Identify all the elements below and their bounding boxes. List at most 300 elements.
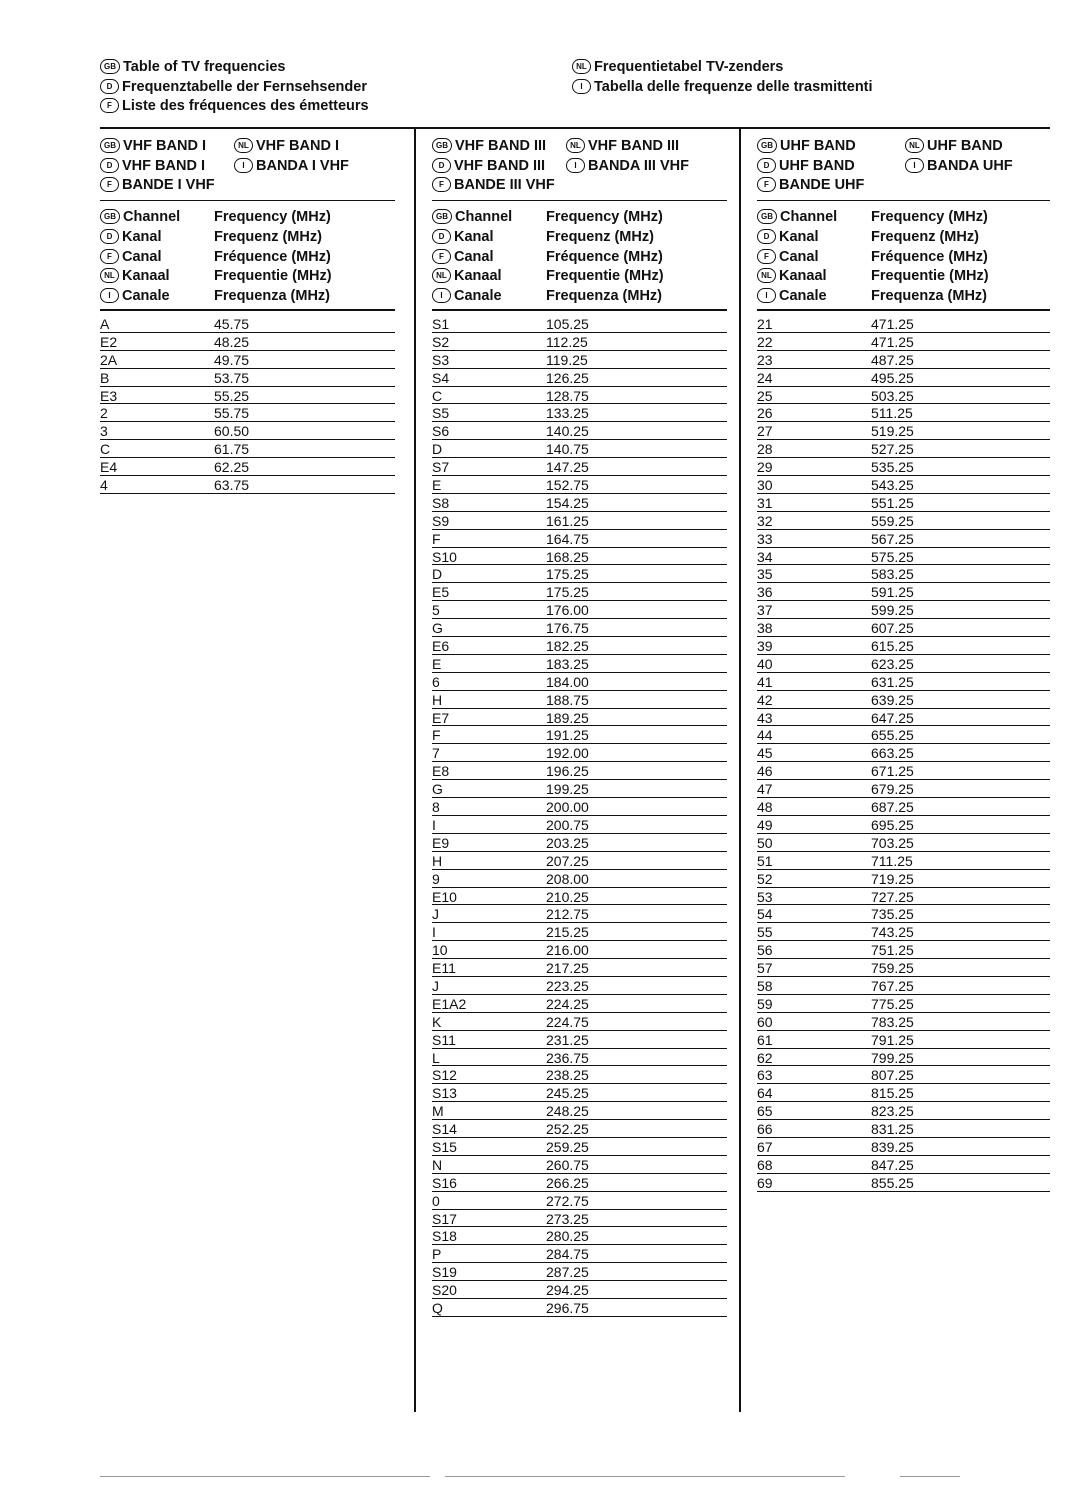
frequency-cell: 182.25 [546, 638, 589, 655]
frequency-cell: 161.25 [546, 512, 589, 529]
frequency-cell: 607.25 [871, 620, 914, 637]
title-text: Frequentietabel TV-zenders [594, 59, 784, 75]
language-badge-f-icon: F [100, 249, 119, 264]
table-row [757, 458, 1050, 476]
frequency-header: Frequenz (MHz) [871, 228, 979, 245]
channel-cell: 64 [757, 1085, 773, 1102]
band-label [100, 138, 206, 154]
frequency-cell: 183.25 [546, 655, 589, 672]
channel-cell: C [432, 387, 443, 404]
language-badge-d-icon: D [757, 158, 776, 173]
language-badge-i-icon: I [234, 158, 253, 173]
frequency-cell: 284.75 [546, 1246, 589, 1263]
language-badge-i-icon: I [905, 158, 924, 173]
table-row [432, 351, 727, 369]
title-line [100, 97, 369, 117]
channel-cell: 60 [757, 1013, 773, 1030]
frequency-cell: 63.75 [214, 477, 250, 494]
table-row [757, 691, 1050, 709]
language-badge-d-icon: D [432, 229, 451, 244]
frequency-cell: 248.25 [546, 1103, 589, 1120]
frequency-cell: 543.25 [871, 477, 914, 494]
channel-cell: 62 [757, 1049, 773, 1066]
language-badge-nl-icon: NL [234, 138, 253, 153]
channel-cell: M [432, 1103, 444, 1120]
channel-cell: E [432, 477, 442, 494]
channel-cell: 68 [757, 1156, 773, 1173]
language-badge-d-icon: D [100, 158, 119, 173]
table-row [432, 565, 727, 583]
table-row [432, 852, 727, 870]
channel-header-text: Canale [454, 288, 502, 305]
scan-artifact [100, 1476, 430, 1477]
frequency-cell: 535.25 [871, 459, 914, 476]
language-badge-gb-icon: GB [100, 209, 120, 224]
frequency-cell: 176.75 [546, 620, 589, 637]
channel-cell: L [432, 1049, 440, 1066]
language-badge-f-icon: F [100, 177, 119, 192]
language-badge-d-icon: D [757, 229, 776, 244]
frequency-cell: 184.00 [546, 673, 589, 690]
channel-cell: G [432, 781, 443, 798]
channel-cell: E10 [432, 888, 457, 905]
frequency-cell: 212.75 [546, 906, 589, 923]
frequency-cell: 53.75 [214, 369, 250, 386]
frequency-cell: 775.25 [871, 995, 914, 1012]
channel-header [100, 268, 170, 284]
table-row [100, 333, 395, 351]
table-row [432, 888, 727, 906]
table-row [757, 1102, 1050, 1120]
channel-header [757, 268, 827, 284]
band-text: BANDA UHF [927, 158, 1013, 174]
channel-cell: 29 [757, 459, 773, 476]
frequency-header: Fréquence (MHz) [214, 248, 331, 265]
channel-cell: H [432, 852, 443, 869]
band-text: VHF BAND III [454, 158, 546, 174]
frequency-cell: 245.25 [546, 1085, 589, 1102]
table-row [432, 709, 727, 727]
channel-cell: E9 [432, 834, 450, 851]
table-row [432, 941, 727, 959]
channel-header [432, 288, 502, 304]
channel-cell: S1 [432, 316, 450, 332]
table-row [432, 404, 727, 422]
frequency-cell: 487.25 [871, 351, 914, 368]
column-header [432, 201, 727, 311]
band-text: BANDE I VHF [122, 177, 215, 193]
table-body [100, 311, 395, 494]
channel-cell: I [432, 816, 436, 833]
table-body [757, 311, 1050, 1192]
channel-header [757, 249, 819, 265]
channel-cell: 10 [432, 942, 448, 959]
frequency-cell: 223.25 [546, 977, 589, 994]
table-row [432, 1281, 727, 1299]
channel-cell: C [100, 441, 111, 458]
channel-header-text: Kanal [779, 228, 819, 245]
channel-header-text: Canal [779, 248, 819, 265]
frequency-cell: 527.25 [871, 441, 914, 458]
channel-cell: 52 [757, 870, 773, 887]
band-label [234, 138, 339, 154]
frequency-cell: 471.25 [871, 316, 914, 332]
channel-cell: 8 [432, 799, 440, 816]
table-row [757, 548, 1050, 566]
table-row [757, 959, 1050, 977]
language-badge-d-icon: D [432, 158, 451, 173]
table-row [432, 369, 727, 387]
language-badge-f-icon: F [432, 177, 451, 192]
channel-header [100, 209, 180, 225]
column-divider [739, 128, 741, 1412]
table-row [432, 726, 727, 744]
frequency-header: Fréquence (MHz) [871, 248, 988, 265]
channel-cell: 37 [757, 602, 773, 619]
table-row [432, 977, 727, 995]
channel-header-text: Kanaal [454, 268, 502, 285]
frequency-cell: 147.25 [546, 459, 589, 476]
table-row [757, 816, 1050, 834]
language-badge-f-icon: F [100, 98, 119, 113]
frequency-cell: 471.25 [871, 333, 914, 350]
frequency-cell: 615.25 [871, 638, 914, 655]
table-row [432, 637, 727, 655]
table-row [100, 476, 395, 494]
frequency-cell: 575.25 [871, 548, 914, 565]
channel-cell: 51 [757, 852, 773, 869]
scan-artifact [900, 1476, 960, 1477]
language-badge-f-icon: F [757, 177, 776, 192]
frequency-cell: 189.25 [546, 709, 589, 726]
language-badge-nl-icon: NL [566, 138, 585, 153]
channel-header-text: Canale [779, 288, 827, 305]
channel-cell: 7 [432, 745, 440, 762]
channel-header [432, 229, 494, 245]
channel-header-text: Channel [455, 209, 513, 225]
band-label [432, 177, 555, 193]
channel-cell: J [432, 906, 439, 923]
frequency-cell: 519.25 [871, 423, 914, 440]
channel-cell: 27 [757, 423, 773, 440]
channel-cell: E11 [432, 960, 456, 977]
frequency-cell: 631.25 [871, 673, 914, 690]
channel-cell: S5 [432, 405, 450, 422]
band-label [905, 138, 1003, 154]
table-row [432, 601, 727, 619]
channel-cell: 9 [432, 870, 440, 887]
table-row [757, 387, 1050, 405]
table-row [757, 637, 1050, 655]
frequency-cell: 55.25 [214, 387, 250, 404]
frequency-cell: 61.75 [214, 441, 250, 458]
title-line [100, 78, 369, 98]
table-row [432, 1084, 727, 1102]
frequency-cell: 599.25 [871, 602, 914, 619]
channel-cell: S9 [432, 512, 450, 529]
channel-cell: 6 [432, 673, 440, 690]
channel-cell: 43 [757, 709, 773, 726]
frequency-cell: 791.25 [871, 1031, 914, 1048]
frequency-cell: 847.25 [871, 1156, 914, 1173]
language-badge-nl-icon: NL [905, 138, 924, 153]
channel-cell: S14 [432, 1121, 457, 1138]
channel-cell: S2 [432, 333, 450, 350]
channel-cell: S11 [432, 1031, 456, 1048]
table-row [432, 458, 727, 476]
table-row [757, 404, 1050, 422]
frequency-cell: 48.25 [214, 333, 250, 350]
channel-cell: 47 [757, 781, 773, 798]
frequency-cell: 687.25 [871, 799, 914, 816]
frequency-cell: 639.25 [871, 691, 914, 708]
frequency-cell: 703.25 [871, 834, 914, 851]
channel-cell: 5 [432, 602, 440, 619]
table-row [432, 995, 727, 1013]
frequency-cell: 583.25 [871, 566, 914, 583]
channel-header [432, 249, 494, 265]
band-label [100, 177, 215, 193]
channel-cell: 56 [757, 942, 773, 959]
title-right [572, 58, 873, 97]
table-row [757, 440, 1050, 458]
frequency-cell: 266.25 [546, 1174, 589, 1191]
table-row [432, 1049, 727, 1067]
frequency-cell: 207.25 [546, 852, 589, 869]
frequency-cell: 49.75 [214, 351, 250, 368]
frequency-cell: 807.25 [871, 1067, 914, 1084]
channel-cell: B [100, 369, 110, 386]
table-row [432, 834, 727, 852]
table-row [757, 1049, 1050, 1067]
table-row [757, 905, 1050, 923]
frequency-cell: 128.75 [546, 387, 589, 404]
language-badge-gb-icon: GB [757, 138, 777, 153]
table-row [757, 619, 1050, 637]
frequency-cell: 168.25 [546, 548, 589, 565]
title-text: Liste des fréquences des émetteurs [122, 98, 369, 114]
band-heading [100, 128, 395, 201]
language-badge-nl-icon: NL [432, 268, 451, 283]
table-row [757, 744, 1050, 762]
channel-cell: 45 [757, 745, 773, 762]
channel-cell: S3 [432, 351, 450, 368]
column-header [100, 201, 395, 311]
table-row [100, 369, 395, 387]
frequency-cell: 176.00 [546, 602, 589, 619]
frequency-cell: 655.25 [871, 727, 914, 744]
channel-header-text: Kanal [454, 228, 494, 245]
channel-cell: S12 [432, 1067, 457, 1084]
band-text: BANDE III VHF [454, 177, 555, 193]
frequency-header: Frequenza (MHz) [871, 288, 987, 305]
table-row [432, 548, 727, 566]
column-header [757, 201, 1050, 311]
table-row [757, 923, 1050, 941]
table-vhf-band-1 [100, 128, 395, 494]
language-badge-gb-icon: GB [432, 138, 452, 153]
band-heading [432, 128, 727, 201]
table-row [757, 1013, 1050, 1031]
frequency-cell: 783.25 [871, 1013, 914, 1030]
table-vhf-band-3 [432, 128, 727, 1317]
title-text: Frequenztabelle der Fernsehsender [122, 78, 367, 95]
language-badge-d-icon: D [100, 229, 119, 244]
frequency-cell: 743.25 [871, 924, 914, 941]
frequency-cell: 711.25 [871, 852, 913, 869]
frequency-cell: 200.75 [546, 816, 589, 833]
title-line [100, 58, 369, 78]
channel-cell: 40 [757, 655, 773, 672]
frequency-cell: 252.25 [546, 1121, 589, 1138]
frequency-cell: 140.75 [546, 441, 589, 458]
language-badge-nl-icon: NL [100, 268, 119, 283]
channel-cell: 2A [100, 351, 118, 368]
table-row [757, 1031, 1050, 1049]
table-row [757, 780, 1050, 798]
language-badge-i-icon: I [757, 288, 776, 303]
table-row [100, 440, 395, 458]
channel-cell: 66 [757, 1121, 773, 1138]
channel-cell: 53 [757, 888, 773, 905]
band-text: VHF BAND I [256, 138, 339, 154]
frequency-header: Frequency (MHz) [214, 209, 331, 225]
frequency-cell: 105.25 [546, 316, 589, 332]
channel-header-text: Kanaal [779, 268, 827, 285]
frequency-cell: 152.75 [546, 477, 589, 494]
table-row [757, 1138, 1050, 1156]
frequency-cell: 591.25 [871, 584, 914, 601]
frequency-cell: 200.00 [546, 799, 589, 816]
frequency-cell: 175.25 [546, 566, 589, 583]
table-row [432, 1263, 727, 1281]
band-text: BANDA I VHF [256, 158, 349, 174]
channel-cell: E2 [100, 333, 118, 350]
table-row [432, 333, 727, 351]
channel-header-text: Kanal [122, 228, 162, 245]
channel-cell: 24 [757, 369, 773, 386]
channel-cell: 36 [757, 584, 773, 601]
frequency-cell: 567.25 [871, 530, 914, 547]
channel-cell: G [432, 620, 443, 637]
language-badge-nl-icon: NL [572, 59, 591, 74]
table-row [757, 1174, 1050, 1192]
channel-cell: 39 [757, 638, 773, 655]
frequency-header: Fréquence (MHz) [546, 248, 663, 265]
table-row [432, 1245, 727, 1263]
frequency-cell: 192.00 [546, 745, 589, 762]
channel-cell: E8 [432, 763, 450, 780]
band-heading [757, 128, 1050, 201]
table-row [432, 583, 727, 601]
frequency-cell: 671.25 [871, 763, 914, 780]
frequency-cell: 695.25 [871, 816, 914, 833]
band-label [757, 177, 864, 193]
channel-cell: S15 [432, 1138, 457, 1155]
band-text: VHF BAND I [122, 158, 205, 174]
channel-cell: F [432, 727, 441, 744]
channel-cell: 34 [757, 548, 773, 565]
band-label [432, 158, 545, 174]
title-left [100, 58, 369, 117]
frequency-cell: 551.25 [871, 494, 914, 511]
frequency-cell: 45.75 [214, 316, 250, 332]
title-line [572, 58, 873, 78]
frequency-cell: 215.25 [546, 924, 589, 941]
channel-header [757, 209, 837, 225]
frequency-cell: 231.25 [546, 1031, 589, 1048]
table-row [432, 870, 727, 888]
table-row [757, 512, 1050, 530]
table-row [432, 1156, 727, 1174]
table-row [757, 870, 1050, 888]
language-badge-gb-icon: GB [757, 209, 777, 224]
frequency-header: Frequenza (MHz) [546, 288, 662, 305]
channel-cell: D [432, 566, 443, 583]
channel-cell: A [100, 316, 110, 332]
language-badge-i-icon: I [100, 288, 119, 303]
frequency-cell: 188.75 [546, 691, 589, 708]
channel-header [100, 288, 170, 304]
table-row [757, 1120, 1050, 1138]
table-row [757, 834, 1050, 852]
channel-header [100, 229, 162, 245]
table-row [757, 476, 1050, 494]
table-row [757, 673, 1050, 691]
frequency-cell: 62.25 [214, 459, 250, 476]
table-row [757, 351, 1050, 369]
table-row [432, 315, 727, 333]
channel-cell: E1A2 [432, 995, 467, 1012]
frequency-cell: 495.25 [871, 369, 914, 386]
frequency-cell: 799.25 [871, 1049, 914, 1066]
channel-header-text: Channel [780, 209, 838, 225]
table-row [432, 673, 727, 691]
table-row [757, 798, 1050, 816]
table-row [432, 1031, 727, 1049]
table-body [432, 311, 727, 1317]
frequency-cell: 133.25 [546, 405, 589, 422]
table-row [432, 959, 727, 977]
channel-cell: S19 [432, 1264, 457, 1281]
table-row [432, 923, 727, 941]
channel-cell: D [432, 441, 443, 458]
frequency-cell: 735.25 [871, 906, 914, 923]
language-badge-gb-icon: GB [100, 138, 120, 153]
table-row [432, 762, 727, 780]
channel-cell: 0 [432, 1192, 440, 1209]
table-row [100, 387, 395, 405]
frequency-cell: 839.25 [871, 1138, 914, 1155]
channel-cell: E4 [100, 459, 118, 476]
frequency-cell: 831.25 [871, 1121, 914, 1138]
band-text: UHF BAND [779, 158, 855, 174]
frequency-cell: 273.25 [546, 1210, 589, 1227]
table-row [432, 440, 727, 458]
band-text: UHF BAND [780, 138, 856, 154]
channel-cell: 25 [757, 387, 773, 404]
band-label [566, 138, 679, 154]
table-row [757, 1156, 1050, 1174]
channel-cell: S6 [432, 423, 450, 440]
channel-cell: N [432, 1156, 443, 1173]
table-row [757, 315, 1050, 333]
table-row [757, 369, 1050, 387]
channel-cell: 2 [100, 405, 108, 422]
language-badge-gb-icon: GB [432, 209, 452, 224]
table-row [432, 1120, 727, 1138]
table-row [432, 1299, 727, 1317]
